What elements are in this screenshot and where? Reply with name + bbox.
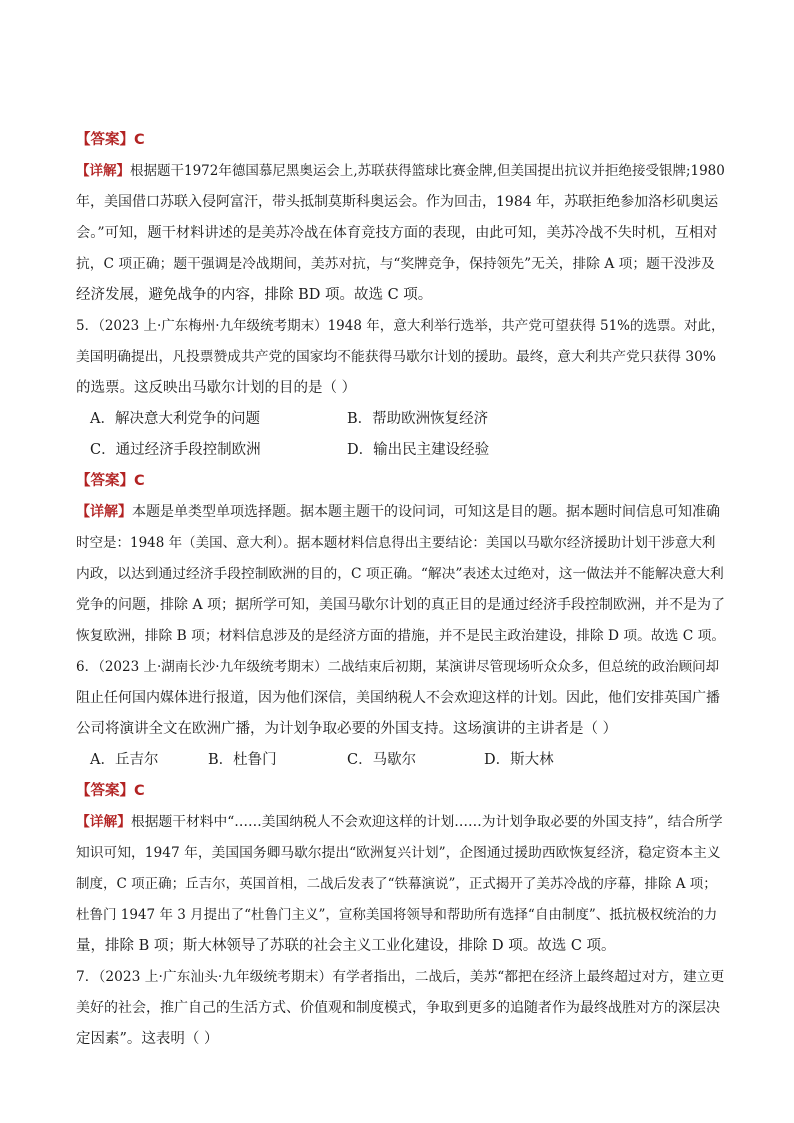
document-content <box>76 125 726 1055</box>
q5-detail-line <box>76 497 726 528</box>
q4-detail-line: 抗，C 项正确；题干强调是冷战期间，美苏对抗，与“奖牌竞争，保持领先”无关，排除 A 项；题干没涉及 <box>76 256 715 272</box>
detail-label: 【详解】 <box>76 814 132 830</box>
q5-detail-line: 党争的问题，排除 A 项；据所学可知，美国马歇尔计划的真正目的是通过经济手段控制欧洲，并不是为了 <box>76 597 726 613</box>
q5-detail-line: 恢复欧洲，排除 B 项；材料信息涉及的是经济方面的措施，并不是民主政治建设，排除 D 项。故选 C 项。 <box>76 628 726 644</box>
q6-answer <box>76 776 726 807</box>
q5-stem-line: 5．（2023 上·广东梅州·九年级统考期末）1948 年，意大利举行选举，共产党可望获得 51%的选票。对此， <box>76 318 725 334</box>
q4-detail-line <box>76 156 726 187</box>
q6-stem-line: 公司将演讲全文在欧洲广播，为计划争取必要的外国支持。这场演讲的主讲者是（ ） <box>76 721 618 737</box>
detail-text: 本题是单类型单项选择题。据本题主题干的设问词，可知这是目的题。据本题时间信息可知准确 <box>132 504 720 520</box>
q5-option-d: D．输出民主建设经验 <box>347 442 490 458</box>
q6-options-row <box>76 745 726 776</box>
q5-option-c: C．通过经济手段控制欧洲 <box>90 442 261 458</box>
answer-value: C <box>134 473 145 489</box>
answer-label: 【答案】 <box>76 132 134 148</box>
q5-stem-line: 的选票。这反映出马歇尔计划的目的是（ ） <box>76 380 357 396</box>
q5-options-row <box>76 435 726 466</box>
q6-stem-line: 阻止任何国内媒体进行报道，因为他们深信，美国纳税人不会欢迎这样的计划。因此，他们安排英国广播 <box>76 690 720 706</box>
q5-options-row <box>76 404 726 435</box>
q4-detail-line: 经济发展，避免战争的内容，排除 BD 项。故选 C 项。 <box>76 287 433 303</box>
q6-option-a: A．丘吉尔 <box>90 752 159 768</box>
q6-detail-line: 制度，C 项正确；丘吉尔，英国首相，二战后发表了“铁幕演说”，正式揭开了美苏冷战的序幕，排除 A 项； <box>76 876 717 892</box>
q4-answer <box>76 125 726 156</box>
q5-option-b: B．帮助欧洲恢复经济 <box>347 411 489 427</box>
q5-option-a: A．解决意大利党争的问题 <box>90 411 260 427</box>
q5-stem-line: 美国明确提出，凡投票赞成共产党的国家均不能获得马歇尔计划的援助。最终，意大利共产党只获得 30% <box>76 349 716 365</box>
answer-value: C <box>134 132 145 148</box>
q6-option-b: B．杜鲁门 <box>208 752 277 768</box>
detail-text: 根据题干材料中“……美国纳税人不会欢迎这样的计划……为计划争取必要的外国支持”，结合所学 <box>131 814 723 830</box>
q6-detail-line <box>76 807 726 838</box>
q6-option-c: C．马歇尔 <box>347 752 417 768</box>
answer-label: 【答案】 <box>76 783 134 799</box>
q5-detail-line: 时空是：1948 年（美国、意大利）。据本题材料信息得出主要结论：美国以马歇尔经济援助计划干涉意大利 <box>76 535 716 551</box>
q7-stem-line: 7．（2023 上·广东汕头·九年级统考期末）有学者指出，二战后，美苏“都把在经济上最终超过对方，建立更 <box>76 969 725 985</box>
q6-detail-line: 量，排除 B 项；斯大林领导了苏联的社会主义工业化建设，排除 D 项。故选 C 项。 <box>76 938 616 954</box>
q6-stem-line: 6．（2023 上·湖南长沙·九年级统考期末）二战结束后初期，某演讲尽管现场听众众多，但总统的政治顾问却 <box>76 659 720 675</box>
q6-detail-line: 杜鲁门 1947 年 3 月提出了“杜鲁门主义”，宣称美国将领导和帮助所有选择“自由制度”、抵抗极权统治的力 <box>76 907 718 923</box>
answer-value: C <box>134 783 145 799</box>
answer-label: 【答案】 <box>76 473 134 489</box>
q7-stem-line: 美好的社会，推广自己的生活方式、价值观和制度模式，争取到更多的追随者作为最终战胜对方的深层决 <box>76 1000 720 1016</box>
q6-detail-line: 知识可知，1947 年，美国国务卿马歇尔提出“欧洲复兴计划”，企图通过援助西欧恢复经济，稳定资本主义 <box>76 845 721 861</box>
q4-detail-line: 年，美国借口苏联入侵阿富汗，带头抵制莫斯科奥运会。作为回击，1984 年，苏联拒绝参加洛杉矶奥运 <box>76 194 719 210</box>
q5-answer <box>76 466 726 497</box>
detail-text: 根据题干1972年德国慕尼黑奥运会上,苏联获得篮球比赛金牌,但美国提出抗议并拒绝接受银牌;1980 <box>130 163 725 179</box>
q5-detail-line: 内政，以达到通过经济手段控制欧洲的目的，C 项正确。“解决”表述太过绝对，这一做法并不能解决意大利 <box>76 566 724 582</box>
detail-label: 【详解】 <box>76 163 130 179</box>
q6-option-d: D．斯大林 <box>484 752 554 768</box>
q7-stem-line: 定因素”。这表明（ ） <box>76 1031 219 1047</box>
q4-detail-line: 会。”可知，题干材料讲述的是美苏冷战在体育竞技方面的表现，由此可知，美苏冷战不失时机，互相对 <box>76 225 718 241</box>
detail-label: 【详解】 <box>76 504 132 520</box>
